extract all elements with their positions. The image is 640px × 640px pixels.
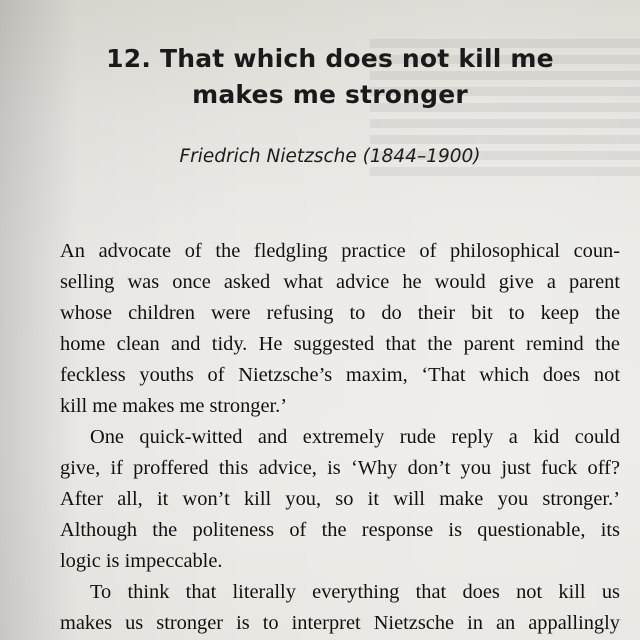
body-line: kill me makes me stronger.’ bbox=[60, 395, 288, 417]
show-through-line bbox=[370, 119, 640, 128]
chapter-author: Friedrich Nietzsche (1844–1900) bbox=[179, 146, 481, 167]
body-line: home clean and tidy. He suggested that the parent remind the bbox=[60, 333, 620, 355]
body-line: whose children were refusing to do their bit to keep the bbox=[60, 302, 620, 324]
show-through-line bbox=[370, 10, 640, 32]
body-line: One quick-witted and extremely rude reply a kid could bbox=[90, 426, 620, 448]
body-line: To think that literally everything that does not kill us bbox=[90, 581, 620, 603]
body-line: An advocate of the fledgling practice of philosophical coun- bbox=[60, 240, 620, 262]
body-line: makes us stronger is to interpret Nietzsche in an appallingly bbox=[60, 612, 620, 634]
body-line: Although the politeness of the response is questionable, its bbox=[60, 519, 620, 541]
chapter-title-line-1: 12. That which does not kill me bbox=[106, 44, 554, 73]
show-through-line bbox=[370, 167, 640, 176]
body-line: feckless youths of Nietzsche’s maxim, ‘That which does not bbox=[60, 364, 620, 386]
body-line: logic is impeccable. bbox=[60, 550, 223, 572]
chapter-title-line-2: makes me stronger bbox=[192, 80, 468, 109]
body-line: After all, it won’t kill you, so it will make you stronger.’ bbox=[60, 488, 620, 510]
body-line: selling was once asked what advice he would give a parent bbox=[60, 271, 620, 293]
show-through-line bbox=[370, 135, 640, 144]
body-line: give, if proffered this advice, is ‘Why don’t you just fuck off? bbox=[60, 457, 620, 479]
